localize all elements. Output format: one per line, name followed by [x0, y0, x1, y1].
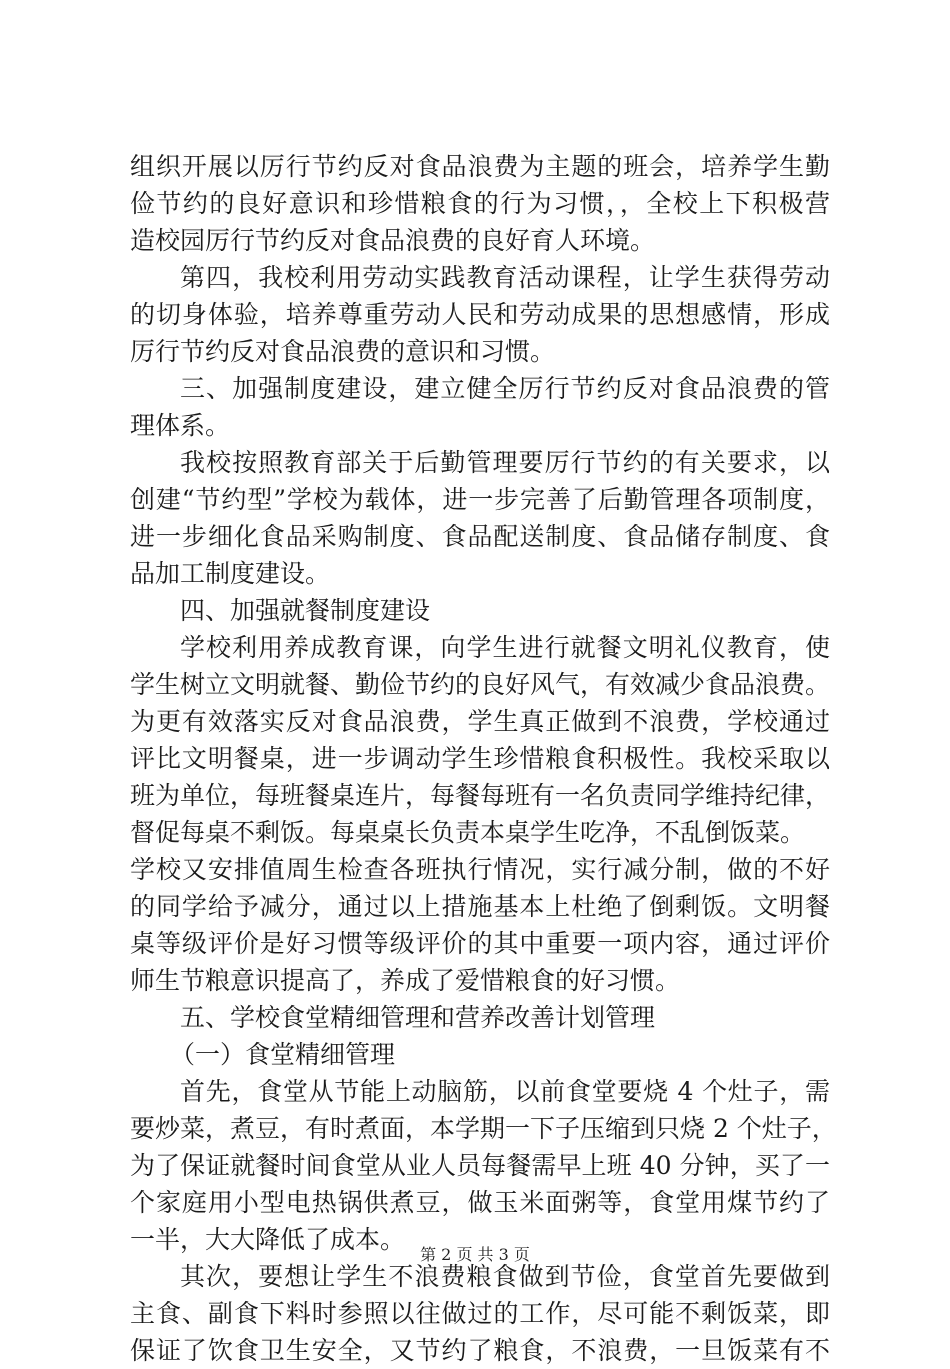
text-line: 俭节约的良好意识和珍惜粮食的行为习惯，，全校上下积极营	[130, 189, 830, 218]
text-line: 造校园厉行节约反对食品浪费的良好育人环境。	[130, 226, 656, 255]
document-body	[130, 148, 837, 1369]
text-line: 第四，我校利用劳动实践教育活动课程，让学生获得劳动	[180, 263, 830, 292]
text-line: 学校又安排值周生检查各班执行情况，实行减分制，做的不好	[130, 855, 830, 884]
text-line: （一）食堂精细管理	[170, 1040, 396, 1069]
text-line: 要炒菜，煮豆，有时煮面，本学期一下子压缩到只烧 2 个灶子，	[130, 1114, 837, 1143]
text-line: 为了保证就餐时间食堂从业人员每餐需早上班 40 分钟，买了一	[130, 1151, 830, 1180]
text-line: 师生节粮意识提高了，养成了爱惜粮食的好习惯。	[130, 966, 681, 995]
text-line: 四、加强就餐制度建设	[180, 596, 431, 625]
text-line: 桌等级评价是好习惯等级评价的其中重要一项内容，通过评价	[130, 929, 830, 958]
text-line: 组织开展以厉行节约反对食品浪费为主题的班会，培养学生勤	[130, 152, 830, 181]
text-line: 我校按照教育部关于后勤管理要厉行节约的有关要求，以	[180, 448, 830, 477]
text-line: 品加工制度建设。	[130, 559, 331, 588]
text-line: 班为单位，每班餐桌连片，每餐每班有一名负责同学维持纪律，	[130, 781, 831, 810]
text-line: 其次，要想让学生不浪费粮食做到节俭，食堂首先要做到	[180, 1262, 830, 1291]
text-line: 创建“节约型”学校为载体，进一步完善了后勤管理各项制度，	[130, 485, 830, 514]
text-line: 督促每桌不剩饭。每桌桌长负责本桌学生吃净，不乱倒饭菜。	[130, 818, 806, 847]
text-line: 学校利用养成教育课，向学生进行就餐文明礼仪教育，使	[180, 633, 830, 662]
page-footer	[0, 1245, 950, 1265]
text-line: 进一步细化食品采购制度、食品配送制度、食品储存制度、食	[130, 522, 830, 551]
text-line: 五、学校食堂精细管理和营养改善计划管理	[180, 1003, 656, 1032]
text-line: 理体系。	[130, 411, 231, 440]
text-line: 厉行节约反对食品浪费的意识和习惯。	[130, 337, 556, 366]
text-line: 三、加强制度建设，建立健全厉行节约反对食品浪费的管	[180, 374, 830, 403]
text-line: 评比文明餐桌，进一步调动学生珍惜粮食积极性。我校采取以	[130, 744, 830, 773]
text-line: 为更有效落实反对食品浪费，学生真正做到不浪费，学校通过	[130, 707, 830, 736]
text-line: 的切身体验，培养尊重劳动人民和劳动成果的思想感情，形成	[130, 300, 830, 329]
text-line: 主食、副食下料时参照以往做过的工作，尽可能不剩饭菜，即	[130, 1299, 830, 1328]
text-line: 保证了饮食卫生安全，又节约了粮食，不浪费，一旦饭菜有不	[130, 1336, 830, 1365]
text-line: 一半，大大降低了成本。	[130, 1225, 406, 1254]
text-line: 的同学给予减分，通过以上措施基本上杜绝了倒剩饭。文明餐	[130, 892, 830, 921]
text-line: 学生树立文明就餐、勤俭节约的良好风气，有效减少食品浪费。	[130, 670, 831, 699]
text-line: 首先，食堂从节能上动脑筋，以前食堂要烧 4 个灶子，需	[180, 1077, 830, 1106]
text-line: 个家庭用小型电热锅供煮豆，做玉米面粥等，食堂用煤节约了	[130, 1188, 830, 1217]
page-number-label: 第 2 页 共 3 页	[420, 1245, 530, 1264]
